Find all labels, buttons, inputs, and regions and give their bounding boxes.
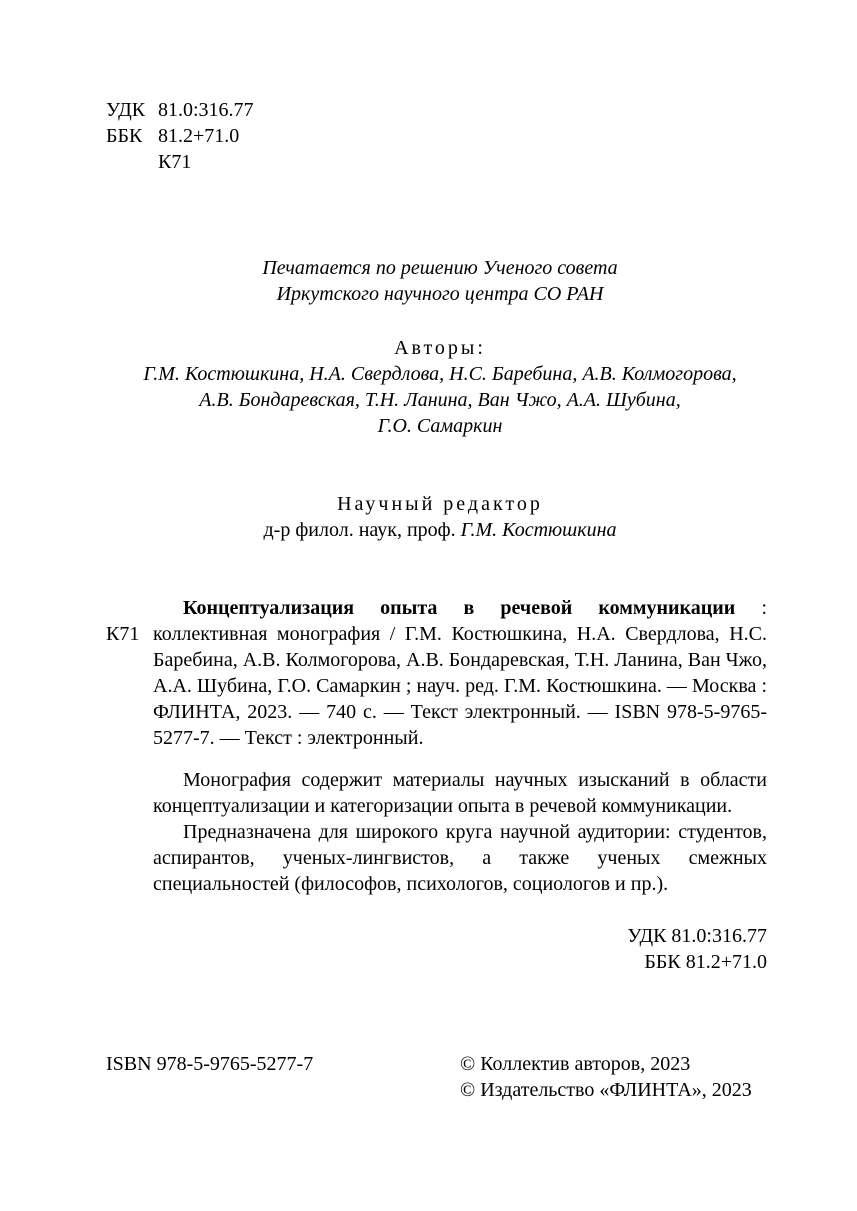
authors-line3: Г.О. Самаркин [377,415,503,437]
authors-heading: Авторы: [394,337,486,359]
udk-row [106,97,254,123]
copyright-block [460,1051,752,1103]
editor-title: д-р филол. наук, проф. [263,519,456,541]
editor-block [60,491,820,543]
catalog-description: : коллективная монография / Г.М. Костюшкина, Н.А. Свердлова, Н.С. Баребина, А.В. Колмогорова, А.В. Бондаревская, Т.Н. Ланина, Ван Чжо, А.А. Шубина, Г.О. Самаркин ; науч. ред. Г.М. Костюшкина. — Москва : ФЛИНТА, 2023. — 740 с. — Текст электронный. — ISBN 978-5-9765-5277-7. — Текст : электронный. [153,597,767,749]
catalog-entry [153,595,767,751]
editor-heading: Научный редактор [337,493,543,515]
author-mark-row [106,149,254,175]
publication-note-line1: Печатается по решению Ученого совета [262,257,618,279]
copyright-authors: © Коллектив авторов, 2023 [460,1053,691,1075]
bbk-row [106,123,254,149]
bbk-label: ББК [106,125,143,147]
classification-codes [106,97,254,175]
authors-line1: Г.М. Костюшкина, Н.А. Свердлова, Н.С. Баребина, А.В. Колмогорова, [143,363,737,385]
author-mark: К71 [158,151,192,173]
udk-label: УДК [106,99,146,121]
editor-name: Г.М. Костюшкина [460,519,617,541]
editor-line [60,517,820,543]
bbk-value: 81.2+71.0 [158,125,240,147]
copyright-publisher: © Издательство «ФЛИНТА», 2023 [460,1079,752,1101]
publication-note-line2: Иркутского научного центра СО РАН [276,283,604,305]
card-author-mark: К71 [106,623,140,645]
authors-line2: А.В. Бондаревская, Т.Н. Ланина, Ван Чжо, А.А. Шубина, [199,389,681,411]
publication-note [60,255,820,307]
catalog-title: Концептуализация опыта в речевой коммуникации [183,597,736,619]
catalog-card [153,595,767,751]
card-udk: УДК 81.0:316.77 [627,925,767,947]
isbn: ISBN 978-5-9765-5277-7 [106,1053,314,1075]
annotation-paragraph2: Предназначена для широкого круга научной аудитории: студентов, аспирантов, ученых-лингвистов, а также ученых смежных специальностей (философов, психологов, социологов и пр.). [153,821,767,895]
card-bbk: ББК 81.2+71.0 [644,951,767,973]
annotation-paragraph1: Монография содержит материалы научных изысканий в области концептуализации и категоризации опыта в речевой коммуникации. [153,769,767,817]
card-codes [627,923,767,975]
authors-block [60,335,820,439]
udk-value: 81.0:316.77 [158,99,254,121]
annotation [153,767,767,897]
